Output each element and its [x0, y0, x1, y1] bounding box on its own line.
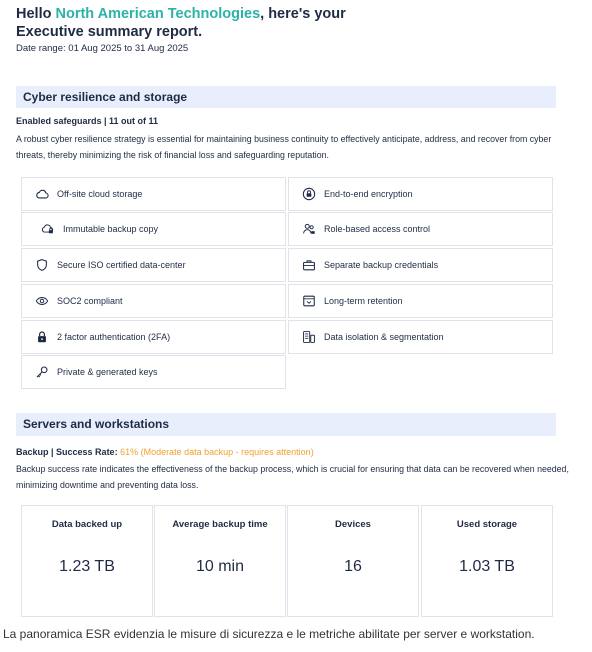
safeguard-label: Data isolation & segmentation — [324, 332, 444, 342]
metric-value: 16 — [344, 558, 362, 575]
report-title: Executive summary report. — [16, 24, 203, 40]
safeguard-tile-encryption — [288, 177, 553, 211]
metric-value: 1.03 TB — [459, 558, 515, 575]
metric-card-average-backup-time — [154, 505, 286, 617]
safeguard-label: Secure ISO certified data-center — [57, 260, 186, 270]
section-header-cyber: Cyber resilience and storage — [16, 86, 556, 108]
safeguard-label: Private & generated keys — [57, 367, 158, 377]
safeguard-tile-immutable — [21, 212, 286, 246]
metric-value: 1.23 TB — [59, 558, 115, 575]
servers-description: Backup success rate indicates the effectiveness of the backup process, which is crucial for ensuring that data can be recovered when needed, minimizing downtime and preventing data loss. — [16, 464, 569, 490]
safeguard-label: End-to-end encryption — [324, 189, 413, 199]
users-access-icon — [302, 222, 316, 236]
success-rate-value: 61% (Moderate data backup - requires attention) — [120, 447, 314, 457]
figure-caption: La panoramica ESR evidenzia le misure di sicurezza e le metriche abilitate per server e workstation. — [3, 627, 535, 641]
safeguard-tile-offsite-cloud — [21, 177, 286, 211]
immutable-backup-icon — [41, 222, 55, 236]
segmentation-icon — [302, 330, 316, 344]
key-icon — [35, 365, 49, 379]
greeting — [16, 5, 346, 24]
metric-card-devices — [287, 505, 419, 617]
safeguard-label: Separate backup credentials — [324, 260, 439, 270]
briefcase-icon — [302, 258, 316, 272]
shield-icon — [35, 258, 49, 272]
archive-box-icon — [302, 294, 316, 308]
safeguard-label: Immutable backup copy — [63, 224, 159, 234]
safeguard-tile-iso — [21, 248, 286, 282]
padlock-icon — [35, 330, 49, 344]
metric-card-used-storage — [421, 505, 553, 617]
safeguard-tile-retention — [288, 284, 553, 318]
metric-label: Data backed up — [51, 519, 123, 530]
section-header-servers: Servers and workstations — [16, 413, 556, 436]
safeguard-tile-isolation — [288, 320, 553, 354]
safeguard-tile-soc2 — [21, 284, 286, 318]
metric-card-data-backed-up — [21, 505, 153, 617]
greeting-suffix: , here's your — [260, 6, 346, 22]
safeguard-label: Long-term retention — [324, 296, 403, 306]
safeguard-tile-credentials — [288, 248, 553, 282]
cyber-description: A robust cyber resilience strategy is essential for maintaining business continuity to effectively anticipate, address, and recover from cyber threats, thereby minimizing the risk of financial loss and safeguarding reputation. — [16, 134, 552, 160]
backup-success-label: Backup | Success Rate: — [16, 447, 118, 457]
backup-success-rate — [16, 447, 314, 457]
metric-label: Used storage — [456, 519, 518, 530]
metric-label: Average backup time — [172, 519, 268, 530]
eye-icon — [35, 294, 49, 308]
safeguard-tile-2fa — [21, 320, 286, 354]
safeguard-label: Role-based access control — [324, 224, 431, 234]
greeting-prefix: Hello — [16, 6, 52, 22]
encryption-lock-icon — [302, 187, 316, 201]
enabled-safeguards: Enabled safeguards | 11 out of 11 — [16, 116, 159, 126]
safeguard-tile-rbac — [288, 212, 553, 246]
safeguard-tile-keys — [21, 355, 286, 389]
safeguard-label: 2 factor authentication (2FA) — [57, 332, 171, 342]
safeguard-label: SOC2 compliant — [57, 296, 123, 306]
company-name: North American Technologies — [55, 6, 261, 22]
date-range: Date range: 01 Aug 2025 to 31 Aug 2025 — [16, 43, 189, 54]
safeguard-label: Off-site cloud storage — [57, 189, 143, 199]
metric-value: 10 min — [195, 558, 245, 575]
metric-label: Devices — [335, 519, 371, 530]
cloud-icon — [35, 187, 49, 201]
